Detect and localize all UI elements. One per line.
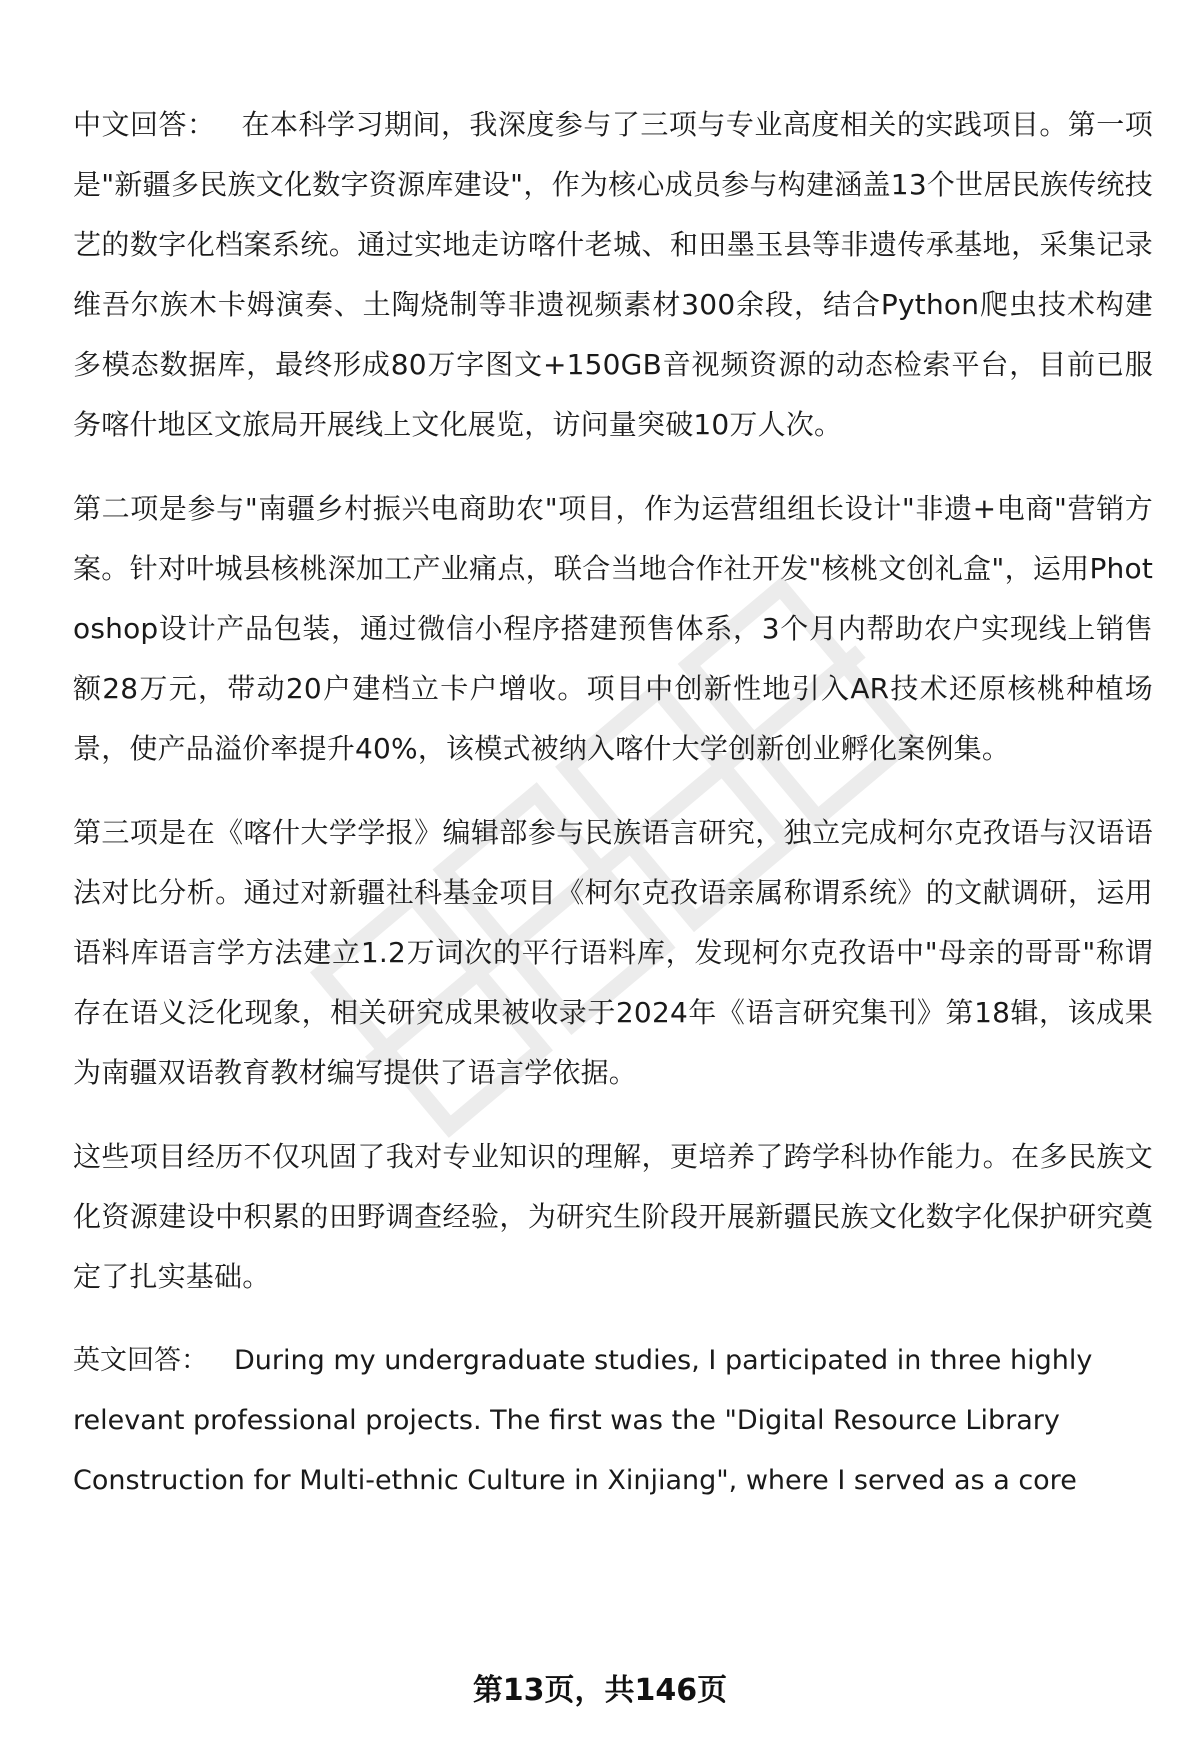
paragraph-cn-2: 第二项是参与"南疆乡村振兴电商助农"项目，作为运营组组长设计"非遗+电商"营销方案。针对叶城县核桃深加工产业痛点，联合当地合作社开发"核桃文创礼盒"，运用Photoshop设计产品包装，通过微信小程序搭建预售体系，3个月内帮助农户实现线上销售额28万元，带动20户建档立卡户增收。项目中创新性地引入AR技术还原核桃种植场景，使产品溢价率提升40%，该模式被纳入喀什大学创新创业孵化案例集。: [73, 492, 1153, 765]
paragraph-cn-3: 第三项是在《喀什大学学报》编辑部参与民族语言研究，独立完成柯尔克孜语与汉语语法对比分析。通过对新疆社科基金项目《柯尔克孜语亲属称谓系统》的文献调研，运用语料库语言学方法建立1.2万词次的平行语料库，发现柯尔克孜语中"母亲的哥哥"称谓存在语义泛化现象，相关研究成果被收录于2024年《语言研究集刊》第18辑，该成果为南疆双语教育教材编写提供了语言学依据。: [73, 816, 1153, 1089]
paragraph-en-1: [73, 1331, 1153, 1511]
document-body: [73, 95, 1153, 1535]
paragraph-cn-1: [73, 95, 1153, 455]
answer-cn-label: 中文回答：: [73, 108, 216, 141]
paragraph-en-text: During my undergraduate studies, I participated in three highly relevant professional projects. The first was the "Digital Resource Library Construction for Multi-ethnic Culture in Xinjiang", where I served as a core: [73, 1345, 1093, 1496]
paragraph-cn-4: 这些项目经历不仅巩固了我对专业知识的理解，更培养了跨学科协作能力。在多民族文化资源建设中积累的田野调查经验，为研究生阶段开展新疆民族文化数字化保护研究奠定了扎实基础。: [73, 1140, 1153, 1293]
paragraph-1-text: 在本科学习期间，我深度参与了三项与专业高度相关的实践项目。第一项是"新疆多民族文化数字资源库建设"，作为核心成员参与构建涵盖13个世居民族传统技艺的数字化档案系统。通过实地走访喀什老城、和田墨玉县等非遗传承基地，采集记录维吾尔族木卡姆演奏、土陶烧制等非遗视频素材300余段，结合Python爬虫技术构建多模态数据库，最终形成80万字图文+150GB音视频资源的动态检索平台，目前已服务喀什地区文旅局开展线上文化展览，访问量突破10万人次。: [73, 108, 1153, 441]
answer-en-label: 英文回答：: [73, 1345, 208, 1376]
page-indicator: 第13页，共146页: [472, 1673, 728, 1708]
